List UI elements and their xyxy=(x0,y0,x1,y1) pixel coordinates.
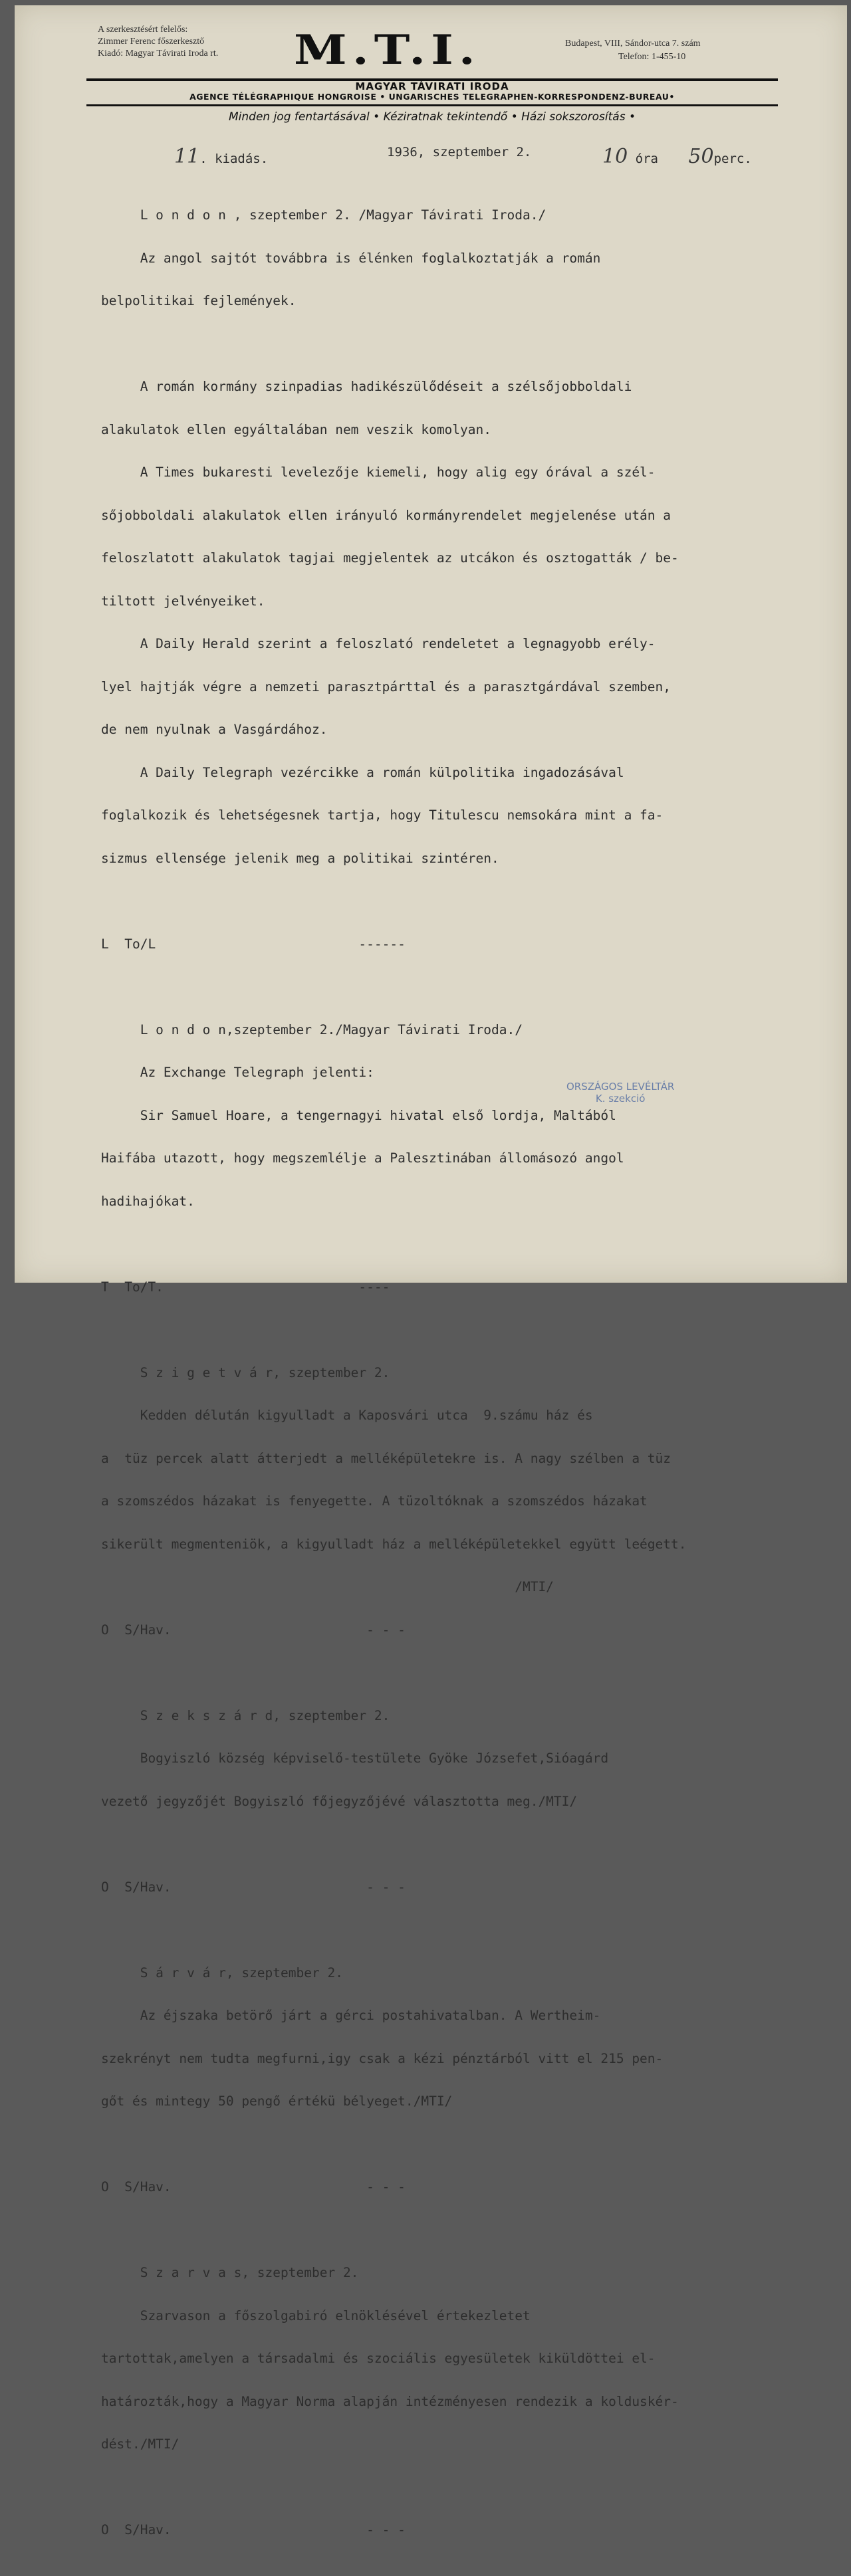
time-field xyxy=(602,145,752,168)
archive-stamp-line-2: K. szekció xyxy=(566,1093,674,1105)
minute-handwritten: 50 xyxy=(688,145,713,168)
body-line: tartottak,amelyen a társadalmi és szociális egyesületek kiküldöttei el- xyxy=(101,2351,819,2366)
body-line: O S/Hav. - - - xyxy=(101,2523,819,2537)
body-line: Az éjszaka betörő járt a gérci postahivatalban. A Wertheim- xyxy=(101,2008,819,2023)
typed-body xyxy=(101,179,819,2576)
body-line: sikerült megmenteniök, a kigyulladt ház a melléképületekkel együtt leégett. xyxy=(101,1537,819,1552)
body-line: A Times bukaresti levelezője kiemeli, hogy alig egy órával a szél- xyxy=(101,465,819,480)
edition-number-handwritten: 11 xyxy=(174,145,199,168)
rights-notice: Minden jog fentartásával • Kéziratnak tekintendő • Házi sokszorosítás • xyxy=(86,110,778,124)
body-line: Kedden délután kigyulladt a Kaposvári utca 9.számu ház és xyxy=(101,1408,819,1423)
body-line xyxy=(101,2566,819,2576)
editor-line-1: A szerkesztésért felelős: xyxy=(98,24,218,36)
mti-logo: M.T.I. xyxy=(294,25,481,73)
body-line xyxy=(101,337,819,352)
body-line: sizmus ellensége jelenik meg a politikai szintéren. xyxy=(101,851,819,866)
body-line: a szomszédos házakat is fenyegette. A tüzoltóknak a szomszédos házakat xyxy=(101,1494,819,1509)
left-flourish-icon: ∽ xyxy=(86,73,95,86)
body-line: hadihajókat. xyxy=(101,1194,819,1209)
hour-label: óra xyxy=(636,152,658,166)
body-line: Sir Samuel Hoare, a tengernagyi hivatal első lordja, Maltából xyxy=(101,1109,819,1123)
body-line: S z i g e t v á r, szeptember 2. xyxy=(101,1366,819,1380)
body-line: O S/Hav. - - - xyxy=(101,1880,819,1895)
body-line: Az angol sajtót továbbra is élénken foglalkoztatják a román xyxy=(101,251,819,266)
body-line: L o n d o n , szeptember 2. /Magyar Távirati Iroda./ xyxy=(101,208,819,223)
hour-handwritten: 10 xyxy=(602,145,628,168)
body-line: belpolitikai fejlemények. xyxy=(101,294,819,308)
body-line: Haifába utazott, hogy megszemlélje a Palesztinában állomásozó angol xyxy=(101,1151,819,1166)
body-line: O S/Hav. - - - xyxy=(101,1623,819,1638)
body-line: szekrényt nem tudta megfurni,igy csak a kézi pénztárból vitt el 215 pen- xyxy=(101,2052,819,2066)
edition-field xyxy=(174,145,268,168)
agency-name-band: MAGYAR TÁVIRATI IRODA xyxy=(86,80,778,92)
body-line: Bogyiszló község képviselő-testülete Gyöke Józsefet,Sióagárd xyxy=(101,1751,819,1766)
address-line: Budapest, VIII, Sándor-utca 7. szám xyxy=(565,37,701,51)
body-line xyxy=(101,2137,819,2152)
body-line: A Daily Telegraph vezércikke a román külpolitika ingadozásával xyxy=(101,766,819,780)
agency-foreign-names: AGENCE TÉLÉGRAPHIQUE HONGROISE • UNGARISCHES TELEGRAPHEN-KORRESPONDENZ-BUREAU• xyxy=(86,92,778,102)
body-line xyxy=(101,2223,819,2238)
publisher-line: Kiadó: Magyar Távirati Iroda rt. xyxy=(98,48,218,60)
body-line: Szarvason a főszolgabiró elnöklésével értekezletet xyxy=(101,2309,819,2323)
edition-label: . kiadás. xyxy=(199,152,268,166)
body-line xyxy=(101,1237,819,1251)
minute-label: perc. xyxy=(714,152,752,166)
body-line: feloszlatott alakulatok tagjai megjelentek az utcákon és osztogatták / be- xyxy=(101,551,819,566)
letterhead-rule-bottom xyxy=(86,104,778,106)
body-line: határozták,hogy a Magyar Norma alapján intézményesen rendezik a kolduskér- xyxy=(101,2395,819,2409)
archive-stamp xyxy=(566,1081,674,1105)
body-line: A Daily Herald szerint a feloszlató rendeletet a legnagyobb erély- xyxy=(101,637,819,651)
letterhead-right-block xyxy=(565,37,701,64)
archive-stamp-line-1: ORSZÁGOS LEVÉLTÁR xyxy=(566,1081,674,1093)
body-line: a tüz percek alatt átterjedt a melléképületekre is. A nagy szélben a tüz xyxy=(101,1451,819,1466)
body-line: vezető jegyzőjét Bogyiszló főjegyzőjévé választotta meg./MTI/ xyxy=(101,1794,819,1809)
body-line: tiltott jelvényeiket. xyxy=(101,594,819,609)
right-flourish-icon: ∽ xyxy=(766,73,775,86)
body-line: gőt és mintegy 50 pengő értékü bélyeget./MTI/ xyxy=(101,2094,819,2109)
body-line xyxy=(101,980,819,994)
body-line xyxy=(101,1665,819,1680)
body-line xyxy=(101,1837,819,1852)
body-line xyxy=(101,1923,819,1937)
body-line xyxy=(101,2480,819,2495)
body-line: S z e k s z á r d, szeptember 2. xyxy=(101,1709,819,1723)
body-line: S z a r v a s, szeptember 2. xyxy=(101,2266,819,2280)
body-line xyxy=(101,894,819,909)
body-line: L o n d o n,szeptember 2./Magyar Távirati Iroda./ xyxy=(101,1023,819,1037)
body-line: de nem nyulnak a Vasgárdához. xyxy=(101,722,819,737)
document-page xyxy=(15,5,847,1283)
body-line: L To/L ------ xyxy=(101,937,819,952)
body-line xyxy=(101,1323,819,1337)
body-line: T To/T. ---- xyxy=(101,1280,819,1295)
body-line: Az Exchange Telegraph jelenti: xyxy=(101,1065,819,1080)
body-line: A román kormány szinpadias hadikészülődéseit a szélsőjobboldali xyxy=(101,379,819,394)
issue-date: 1936, szeptember 2. xyxy=(387,145,531,160)
letterhead-left-block xyxy=(98,24,218,60)
body-line: O S/Hav. - - - xyxy=(101,2180,819,2195)
body-line: S á r v á r, szeptember 2. xyxy=(101,1966,819,1981)
phone-line: Telefon: 1-455-10 xyxy=(565,51,701,64)
body-line: lyel hajtják végre a nemzeti parasztpárttal és a parasztgárdával szemben, xyxy=(101,680,819,695)
body-line: sőjobboldali alakulatok ellen irányuló kormányrendelet megjelenése után a xyxy=(101,508,819,523)
body-line: dést./MTI/ xyxy=(101,2437,819,2452)
editor-line-2: Zimmer Ferenc főszerkesztő xyxy=(98,36,218,48)
body-line: alakulatok ellen egyáltalában nem veszik komolyan. xyxy=(101,423,819,437)
body-line: /MTI/ xyxy=(101,1580,819,1594)
body-line: foglalkozik és lehetségesnek tartja, hogy Titulescu nemsokára mint a fa- xyxy=(101,808,819,823)
